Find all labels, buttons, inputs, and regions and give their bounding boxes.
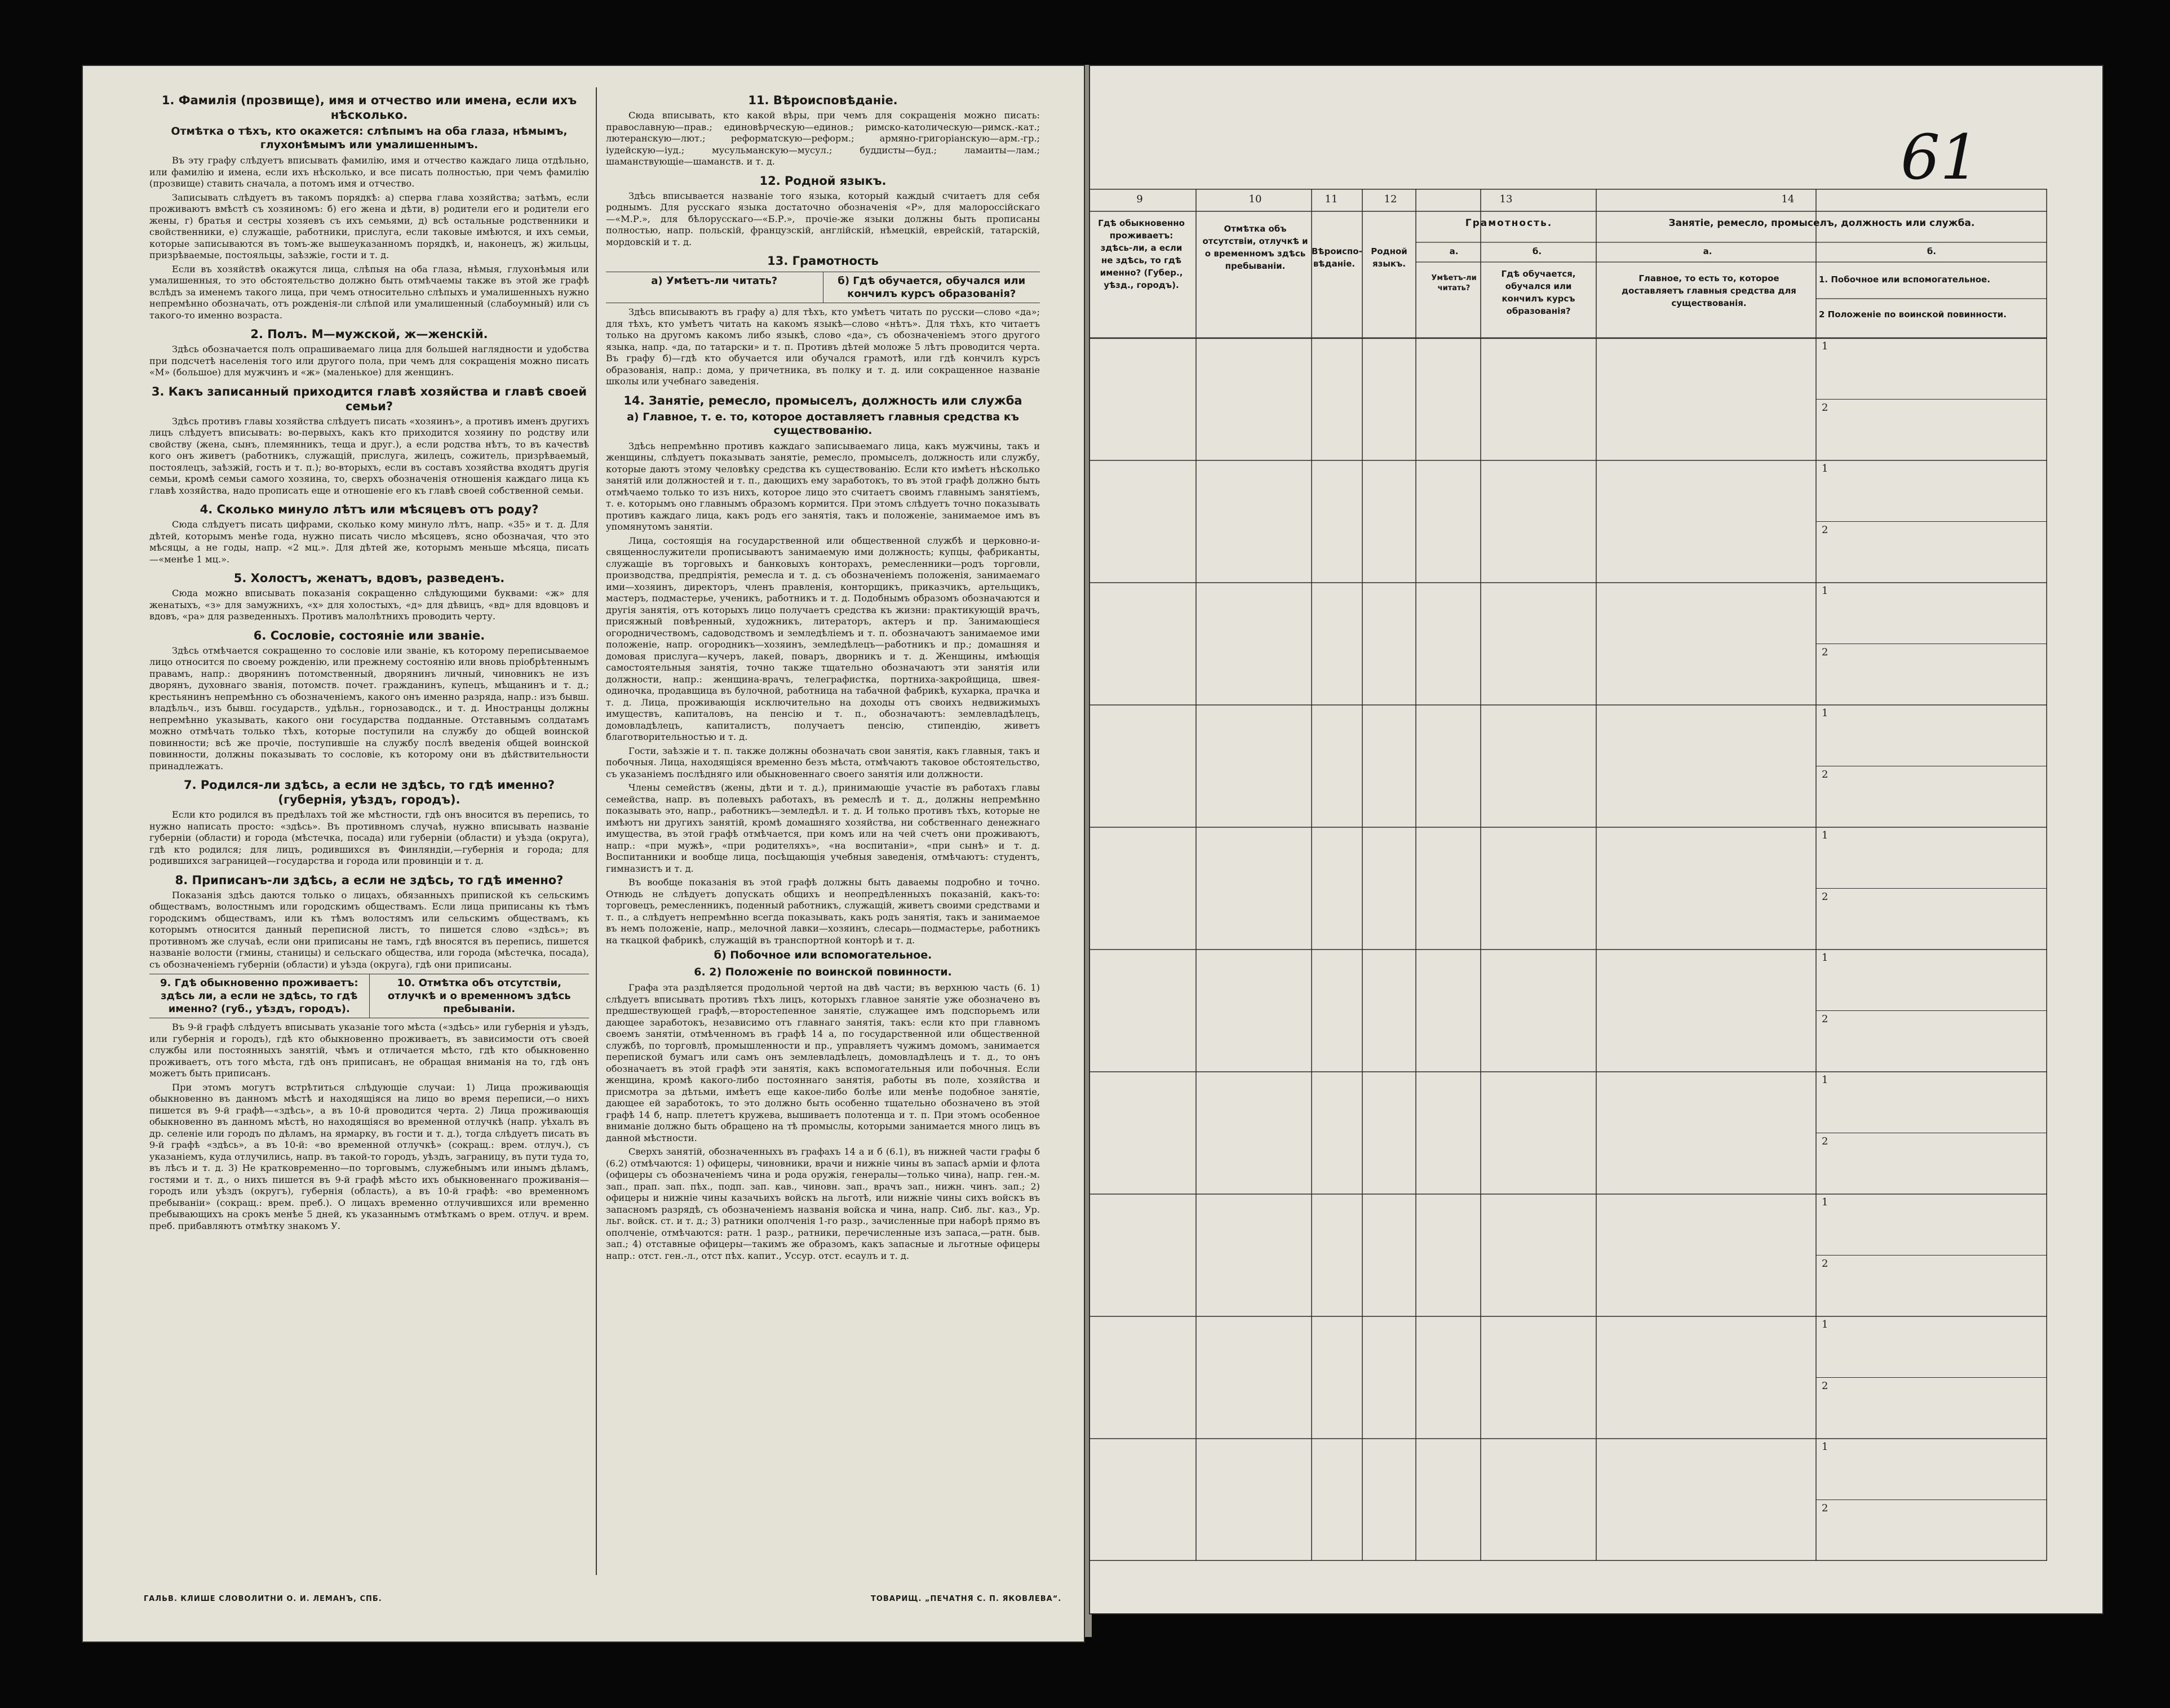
section-7-text: Если кто родился въ предѣлахъ той же мѣстности, гдѣ онъ вносится въ перепись, то нужно написать просто: «здѣсь». Въ противномъ случаѣ, нужно вписывать названіе губерніи (области) и города (мѣстечка, посада) или губерніи (области) и уѣзда (округа), гдѣ кто родился; для лицъ, родившихся въ Финляндіи,—губернія и города; для родившихся заграницей—государства и города или провинціи и т. д. <box>149 809 589 866</box>
section-5-text: Сюда можно вписывать показанія сокращенно слѣдующими буквами: «ж» для женатыхъ, «з» для замужнихъ, «х» для холостыхъ, «д» для дѣвицъ, «вд» для вдовцовъ и вдовъ, «ра» для разведенныхъ. Противъ малолѣтнихъ проводить черту. <box>149 588 589 622</box>
section-13-title: 13. Грамотность <box>767 254 879 268</box>
section-4-title: 4. Сколько минуло лѣтъ или мѣсяцевъ отъ роду? <box>200 503 539 516</box>
section-1-title: 1. Фамилія (прозвище), имя и отчество или имена, если ихъ нѣсколько. <box>161 94 577 122</box>
table-grid <box>1089 189 2047 1561</box>
sections-9-10-heading <box>149 974 589 1018</box>
header-col-13: Грамотность. <box>1465 218 1553 229</box>
section-14-text: Гости, заѣзжіе и т. п. также должны обозначать свои занятія, какъ главныя, такъ и побочныя. Лица, находящіяся временно безъ мѣста, отмѣчаютъ таковое обстоятельство, съ указаніемъ послѣдняго или обыкновеннаго своего занятія или должности. <box>606 745 1040 779</box>
instructions-column-right <box>606 87 1040 1575</box>
printer-imprint-right: ТОВАРИЩ. „ПЕЧАТНЯ С. П. ЯКОВЛЕВА“. <box>871 1595 1062 1603</box>
column-number: 11 <box>1325 193 1338 205</box>
subrow-label-2: 2 <box>1822 768 1828 780</box>
column-divider <box>596 87 597 1575</box>
section-14-text: Члены семействъ (жены, дѣти и т. д.), принимающіе участіе въ работахъ главы семейства, напр. въ полевыхъ работахъ, въ ремеслѣ и т. д., должны непремѣнно показывать это, напр., работникъ—земледѣл. и т. д. И только противъ тѣхъ, которые не имѣютъ ни другихъ занятій, кромѣ домашняго хозяйства, ни собственнаго денежнаго имущества, въ этой графѣ отмѣчается, при комъ или на чей счетъ они проживаютъ, напр.: «при мужѣ», «при родителяхъ», «на воспитаніи», «при сынѣ» и т. д. Воспитанники и вообще лица, посѣщающія учебныя заведенія, отмѣчаютъ: студентъ, гимназистъ и т. д. <box>606 782 1040 874</box>
subrow-label-1: 1 <box>1822 707 1828 719</box>
section-9-title: 9. Гдѣ обыкновенно проживаетъ: здѣсь ли, а если не здѣсь, то гдѣ именно? (губ., уѣздъ, городъ). <box>160 977 358 1015</box>
column-number: 9 <box>1136 193 1143 205</box>
header-col-13a-letter: а. <box>1449 246 1459 256</box>
header-col-10: Отмѣтка объ отсутствіи, отлучкѣ и о временномъ здѣсь пребываніи. <box>1202 224 1308 271</box>
census-table <box>1089 189 2047 1561</box>
section-6-title: 6. Сословіе, состояніе или званіе. <box>253 628 485 642</box>
section-3-text: Здѣсь противъ главы хозяйства слѣдуетъ писать «хозяинъ», а противъ именъ другихъ лицъ слѣдуетъ вписывать: во-первыхъ, какъ кто приходится хозяину по родству или свойству (жена, сынъ, племянникъ, теща и друг.), а если родства нѣтъ, то въ качествѣ кого онъ живетъ (работникъ, служащій, прислуга, жилецъ, сожитель, призрѣваемый, постоялецъ, заѣзжій, гость и т. п.); во-вторыхъ, если въ составъ хозяйства входятъ другія семьи, кромѣ семьи самого хозяина, то, сверхъ обозначенія отношенія каждаго лица къ главѣ хозяйства, надо прописать еще и отношеніе его къ главѣ своей собственной семьи. <box>149 415 589 496</box>
section-9-text: Въ 9-й графѣ слѣдуетъ вписывать указаніе того мѣста («здѣсь» или губернія и уѣздъ, или губернія и городъ), гдѣ кто обыкновенно проживаетъ, въ зависимости отъ своей службы или постоянныхъ занятій, чѣмъ и отличается мѣсто, гдѣ кто обыкновенно проживаетъ, отъ того мѣста, гдѣ онъ приписанъ, не обращая вниманія на то, гдѣ онъ можетъ быть приписанъ. <box>149 1022 589 1079</box>
header-col-14b-letter: б. <box>1927 246 1937 256</box>
section-14-text: Здѣсь непремѣнно противъ каждаго записываемаго лица, какъ мужчины, такъ и женщины, слѣдуетъ показывать занятіе, ремесло, промыселъ, должность или службу, которые даютъ этому человѣку средства къ существованію. Если кто имѣетъ нѣсколько занятій или должностей и т. п., дающихъ ему заработокъ, то въ этой графѣ должно быть отмѣчаемо только то изъ нихъ, которое лицо это считаетъ своимъ главнымъ занятіемъ, т. е. которымъ оно главнымъ образомъ кормится. При этомъ слѣдуетъ точно показывать противъ каждаго лица, какъ родъ его занятія, такъ и положеніе, занимаемое имъ въ упомянутомъ занятіи. <box>606 440 1040 532</box>
subrow-label-2: 2 <box>1822 890 1828 903</box>
section-14-title: 14. Занятіе, ремесло, промыселъ, должность или служба <box>623 393 1022 407</box>
header-col-12: Родной языкъ. <box>1371 246 1407 269</box>
column-number: 14 <box>1781 193 1795 205</box>
section-10-title: 10. Отмѣтка объ отсутствіи, отлучкѣ и о временномъ здѣсь пребываніи. <box>369 974 590 1018</box>
section-1-subtitle: Отмѣтка о тѣхъ, кто окажется: слѣпымъ на оба глаза, нѣмымъ, глухонѣмымъ или умалишеннымъ. <box>171 125 568 151</box>
section-3-title: 3. Какъ записанный приходится главѣ хозяйства и главѣ своей семьи? <box>151 384 587 413</box>
section-11-text: Сюда вписывать, кто какой вѣры, при чемъ для сокращенія можно писать: православную—прав.; единовѣрческую—единов.; римско-католическую—римск.-кат.; лютеранскую—лют.; реформатскую—реформ.; армяно-григоріанскую—арм.-гр.; іудейскую—іуд.; мусульманскую—мусул.; буддисты—буд.; ламаиты—лам.; шаманствующіе—шаманств. и т. д. <box>606 110 1040 167</box>
printer-imprint-left: ГАЛЬВ. КЛИШЕ СЛОВОЛИТНИ О. И. ЛЕМАНЪ, СПБ. <box>144 1595 382 1603</box>
subrow-label-2: 2 <box>1822 1135 1828 1147</box>
subrow-label-2: 2 <box>1822 524 1828 536</box>
header-col-14b2: 2 Положеніе по воинской повинности. <box>1819 309 2007 320</box>
column-number: 10 <box>1248 193 1262 205</box>
subrow-label-1: 1 <box>1822 585 1828 597</box>
section-1-text: Въ эту графу слѣдуетъ вписывать фамилію, имя и отчество каждаго лица отдѣльно, или фамилію и имена, если ихъ нѣсколько, и все писать полностью, при чемъ фамилію (прозвище) ставить сначала, а потомъ имя и отчество. <box>149 155 589 189</box>
subrow-label-2: 2 <box>1822 1013 1828 1025</box>
subrow-label-1: 1 <box>1822 1441 1828 1453</box>
subrow-label-1: 1 <box>1822 1319 1828 1330</box>
section-7-title: 7. Родился-ли здѣсь, а если не здѣсь, то гдѣ именно? (губернія, уѣздъ, городъ). <box>183 778 555 806</box>
header-col-13a: Умѣетъ-ли читать? <box>1431 274 1477 292</box>
section-12-title: 12. Родной языкъ. <box>759 174 887 188</box>
section-13b-title: б) Гдѣ обучается, обучался или кончилъ курсъ образованія? <box>823 272 1040 303</box>
header-col-11: Вѣроисповѣданіе. <box>1312 246 1362 269</box>
section-2-text: Здѣсь обозначается полъ опрашиваемаго лица для большей наглядности и удобства при подсчетѣ населенія того или другого пола, при чемъ для сокращенія можно писать «М» (большое) для мужчинъ и «ж» (маленькое) для женщинъ. <box>149 344 589 378</box>
header-col-14a-letter: а. <box>1703 246 1712 256</box>
section-14a-subtitle: а) Главное, т. е. то, которое доставляетъ главныя средства къ существованію. <box>627 410 1019 437</box>
header-col-9: Гдѣ обыкновенно проживаетъ: здѣсь-ли, а если не здѣсь, то гдѣ именно? (Губер., уѣзд., городъ). <box>1098 218 1185 290</box>
section-8-title: 8. Приписанъ-ли здѣсь, а если не здѣсь, то гдѣ именно? <box>175 873 564 887</box>
subrow-label-2: 2 <box>1822 1257 1828 1270</box>
section-11-title: 11. Вѣроисповѣданіе. <box>748 94 898 107</box>
header-col-14: Занятіе, ремесло, промыселъ, должность или служба. <box>1668 218 1975 229</box>
section-13a-title: а) Умѣетъ-ли читать? <box>651 275 778 287</box>
section-12-text: Здѣсь вписывается названіе того языка, который каждый считаетъ для себя роднымъ. Для русскаго языка достаточно обозначенія «Р», для малороссійскаго—«М.Р.», для бѣлорусскаго—«Б.Р.», прочіе-же языки должны быть прописаны полностью, напр. польскій, французскій, англійскій, нѣмецкій, еврейскій, татарскій, мордовскій и т. д. <box>606 190 1040 247</box>
section-14-text: Лица, состоящія на государственной или общественной службѣ и церковно-и-священнослужители прописываютъ занимаемую ими должность; купцы, фабриканты, служащіе въ торговыхъ и банковыхъ конторахъ, ремесленники—родъ торговли, производства, предпріятія, ремесла и т. д. съ обозначеніемъ положенія, занимаемаго ими—хозяинъ, директоръ, членъ правленія, конторщикъ, приказчикъ, артельщикъ, мастеръ, подмастерье, ученикъ, работникъ и т. д. Подобнымъ образомъ обозначаются и другія занятія, отъ которыхъ лицо получаетъ средства къ жизни: практикующій врачъ, присяжный повѣренный, художникъ, литераторъ, актеръ и пр. Занимающіеся огородничествомъ, садоводствомъ и земледѣліемъ и т. п. обозначаютъ занимаемое ими положеніе, напр. огородникъ—хозяинъ, земледѣлецъ—работникъ и пр.; домашняя и домовая прислуга—кучеръ, лакей, поваръ, дворникъ и т. д. Женщины, имѣющія самостоятельныя занятія, точно также тщательно обозначаютъ эти занятія или должности, напр.: женщина-врачъ, телеграфистка, портниха-закройщица, швея-одиночка, продавщица въ булочной, работница на табачной фабрикѣ, кухарка, прачка и т. д. Лица, проживающія исключительно на доходы отъ своихъ недвижимыхъ имуществъ, капиталовъ, на пенсію и т. п., обозначаютъ: землевладѣлецъ, домовладѣлецъ, капиталистъ, получаетъ пенсію, стипендію, живетъ благотворительностью и т. д. <box>606 535 1040 742</box>
section-8-text: Показанія здѣсь даются только о лицахъ, обязанныхъ припиской къ сельскимъ обществамъ, волостнымъ или городскимъ обществамъ. Если лица приписаны къ тѣмъ городскимъ обществамъ, или къ тѣмъ волостямъ или сельскимъ обществамъ, къ которымъ относится данный переписной листъ, то пишется слово «здѣсь»; въ противномъ же случаѣ, если они приписаны не тамъ, гдѣ вносятся въ перепись, пишется названіе волости (гмины, станицы) и сельскаго общества, или города (мѣстечка, посада), съ обозначеніемъ губерніи (области) и уѣзда (округа), гдѣ они приписаны. <box>149 889 589 970</box>
subrow-label-1: 1 <box>1822 1074 1828 1086</box>
section-5-title: 5. Холостъ, женатъ, вдовъ, разведенъ. <box>233 571 505 585</box>
header-col-14a: Главное, то есть то, которое доставляетъ главныя средства для существованія. <box>1622 273 1796 308</box>
section-14-text: Въ вообще показанія въ этой графѣ должны быть даваемы подробно и точно. Отнюдь не слѣдуетъ допускать общихъ и неопредѣленныхъ показаній, какъ-то: торговецъ, ремесленникъ, поденный работникъ, служащій, живетъ своими средствами и т. п., а слѣдуетъ непремѣнно всегда показывать, какъ родъ занятія, такъ и занимаемое въ немъ положеніе, напр., мелочной лавки—хозяинъ, слесарь—подмастерье, работникъ на ткацкой фабрикѣ, служащій въ транспортной конторѣ и т. д. <box>606 877 1040 946</box>
header-col-13b-letter: б. <box>1532 246 1542 256</box>
section-9-text: При этомъ могутъ встрѣтиться слѣдующіе случаи: 1) Лица проживающія обыкновенно въ данномъ мѣстѣ и находящіяся на лицо во время переписи,—о нихъ пишется въ 9-й графѣ—«здѣсь», а въ 10-й проводится черта. 2) Лица проживающія обыкновенно въ данномъ мѣстѣ, но находящіяся во временной отлучкѣ (напр. уѣхалъ въ др. селеніе или городъ по дѣламъ, на ярмарку, въ гости и т. д.), тогда слѣдуетъ писать въ 9-й графѣ «здѣсь», а въ 10-й: «во временной отлучкѣ» (сокращ.: врем. отлуч.), съ указаніемъ, куда отлучились, напр. въ такой-то городъ, уѣздъ, заграницу, въ пути туда то, въ лѣсъ и т. д. 3) Не кратковременно—по торговымъ, служебнымъ или инымъ дѣламъ, гостями и т. д., о нихъ пишется въ 9-й графѣ мѣсто ихъ обыкновеннаго проживанія—городъ или уѣздъ (округъ), губернія (область), а въ 10-й графѣ: «во временномъ пребываніи» (сокращ.: врем. преб.). О лицахъ временно отлучившихся или временно пребывающихъ на срокъ менѣе 5 дней, къ указаннымъ отмѣткамъ о врем. отлуч. и врем. преб. прибавляютъ отмѣтку знакомъ У. <box>149 1081 589 1231</box>
section-13-subheadings <box>606 272 1040 303</box>
section-1-text: Если въ хозяйствѣ окажутся лица, слѣпыя на оба глаза, нѣмыя, глухонѣмыя или умалишенныя, то это обстоятельство должно быть отмѣчаемы также въ этой же графѣ вслѣдъ за именемъ такого лица, при чемъ относительно слѣпыхъ и умалишенныхъ нужно непремѣнно обозначать, отъ рожденія-ли слѣпой или умалишенный (слабоумный) или съ такого-то именно возраста. <box>149 263 589 321</box>
section-4-text: Сюда слѣдуетъ писать цифрами, сколько кому минуло лѣтъ, напр. «35» и т. д. Для дѣтей, которымъ менѣе года, нужно писать число мѣсяцевъ, ясно обозначая, что это мѣсяцы, а не годы, напр. «2 мц.». Для дѣтей же, которымъ меньше мѣсяца, писать—«менѣе 1 мц.». <box>149 519 589 565</box>
header-col-13b: Гдѣ обучается, обучался или кончилъ курсъ образованія? <box>1501 269 1576 316</box>
section-13-text: Здѣсь вписываютъ въ графу а) для тѣхъ, кто умѣетъ читать по русски—слово «да»; для тѣхъ, кто умѣетъ читать на какомъ языкѣ—слово «нѣтъ». Для тѣхъ, кто читаетъ только на другомъ какомъ либо языкѣ, слово «да», съ обозначеніемъ этого другого языка, напр. «да, по татарски» и т. п. Противъ дѣтей моложе 5 лѣтъ проводится черта. Въ графу б)—гдѣ кто обучается или обучался грамотѣ, или гдѣ кончилъ курсъ образованія, напр.: дома, у причетника, въ полку и т. д. или сокращенное названіе школы или учебнаго заведенія. <box>606 307 1040 387</box>
section-6-text: Здѣсь отмѣчается сокращенно то сословіе или званіе, къ которому переписываемое лицо относится по своему рожденію, или прежнему состоянію или вновь пріобрѣтеннымъ правамъ, напр.: дворянинъ потомственный, дворянинъ личный, чиновникъ не изъ дворянъ, духовнаго званія, потомств. почет. гражданинъ, купецъ, мѣщанинъ и т. д.; крестьянинъ непремѣнно съ обозначеніемъ, какого онъ именно разряда, напр.: изъ бывш. владѣльч., изъ бывш. государств., удѣльн., горнозаводск., и т. д. Иностранцы должны непремѣнно указывать, какого они государства подданные. Отставнымъ солдатамъ можно отмѣчать только тѣхъ, которые поступили на службу до общей воинской повинности; всѣ же прочіе, поступившіе на службу послѣ введенія общей воинской повинности, должны показывать то сословіе, къ которому они въ дѣйствительности принадлежатъ. <box>149 645 589 771</box>
column-number: 12 <box>1384 193 1397 205</box>
subrow-label-1: 1 <box>1822 463 1828 474</box>
section-14-text: Графа эта раздѣляется продольной чертой на двѣ части; въ верхнюю часть (6. 1) слѣдуетъ вписывать противъ тѣхъ лицъ, которыхъ главное занятіе уже обозначено въ предшествующей графѣ,—второстепенное занятіе, служащее имъ подспорьемъ или дающее заработокъ, независимо отъ главнаго занятія, такъ: если кто при главномъ своемъ занятіи, отмѣченномъ въ графѣ 14 а, по государственной или общественной службѣ, по торговлѣ, промышленности и пр., управляетъ чужимъ домомъ, занимается перепиской бумагъ или самъ онъ землевладѣлецъ, домовладѣлецъ и т. д., то онъ обозначаетъ въ этой графѣ эти занятія, какъ вспомогательныя или побочныя. Если женщина, кромѣ какого-либо постояннаго занятія, работы въ поле, хозяйства и присмотра за дѣтьми, имѣетъ еще какое-либо болѣе или менѣе подобное занятіе, дающее ей заработокъ, то это должно быть особенно тщательно обозначено въ этой графѣ 14 б, напр. плететъ кружева, вышиваетъ полотенца и т. п. При этомъ особенное вниманіе должно быть обращено на тѣ промыслы, которыми занимается много лицъ въ данной мѣстности. <box>606 982 1040 1143</box>
subrow-label-1: 1 <box>1822 1196 1828 1208</box>
handwritten-page-number: 61 <box>1901 121 1979 193</box>
column-number: 13 <box>1499 193 1513 205</box>
subrow-label-2: 2 <box>1822 401 1828 414</box>
subrow-label-1: 1 <box>1822 952 1828 964</box>
section-14b1-subtitle: б) Побочное или вспомогательное. <box>714 949 932 961</box>
subrow-label-2: 2 <box>1822 1379 1828 1392</box>
section-14-text: Сверхъ занятій, обозначенныхъ въ графахъ 14 а и б (6.1), въ нижней части графы б (6.2) отмѣчаются: 1) офицеры, чиновники, врачи и нижніе чины въ запасѣ арміи и флота (офицеры съ обозначеніемъ чина и рода оружія, генералы—только чина), напр. ген.-м. зап., прап. зап. пѣх., подп. зап. кав., чиновн. зап., врачъ зап., нижн. чинъ. зап.; 2) офицеры и нижніе чины казачьихъ войскъ на льготѣ, или нижніе чины сихъ войскъ въ запасномъ разрядѣ, съ обозначеніемъ названія войска и чина, напр. Сиб. льг. каз., Ур. льг. войск. ст. и т. д.; 3) ратники ополченія 1-го разр., зачисленные при наборѣ прямо въ ополченіе, отмѣчаются: ратн. 1 разр., ратники, перечисленные изъ запаса,—ратн. быв. зап.; 4) отставные офицеры—такимъ же образомъ, какъ запасные и льготные офицеры напр.: отст. ген.-л., отст пѣх. капит., Уссур. отст. есаулъ и т. д. <box>606 1146 1040 1261</box>
right-page <box>1089 65 2103 1614</box>
left-page <box>82 65 1085 1643</box>
section-14b2-subtitle: 6. 2) Положеніе по воинской повинности. <box>694 966 952 978</box>
section-2-title: 2. Полъ. М—мужской, ж—женскій. <box>250 327 488 341</box>
subrow-label-1: 1 <box>1822 829 1828 841</box>
header-col-14b1: 1. Побочное или вспомогательное. <box>1819 274 1991 285</box>
subrow-label-1: 1 <box>1822 340 1828 352</box>
subrow-label-2: 2 <box>1822 1502 1828 1514</box>
subrow-label-2: 2 <box>1822 646 1828 658</box>
section-1-text: Записывать слѣдуетъ въ такомъ порядкѣ: а) сперва глава хозяйства; затѣмъ, если проживаютъ вмѣстѣ съ хозяиномъ: б) его жена и дѣти, в) родители его и родители его жены, г) братья и сестры хозяевъ съ ихъ семьями, д) всѣ остальные родственники и свойственники, е) служащіе, работники, прислуга, если таковые имѣются, и ихъ семьи, которые записываются въ томъ-же вышеуказанномъ порядкѣ, и, наконецъ, ж) жильцы, призрѣваемые, постояльцы, заѣзжіе, гости и т. д. <box>149 192 589 260</box>
instructions-column-left <box>149 87 589 1575</box>
